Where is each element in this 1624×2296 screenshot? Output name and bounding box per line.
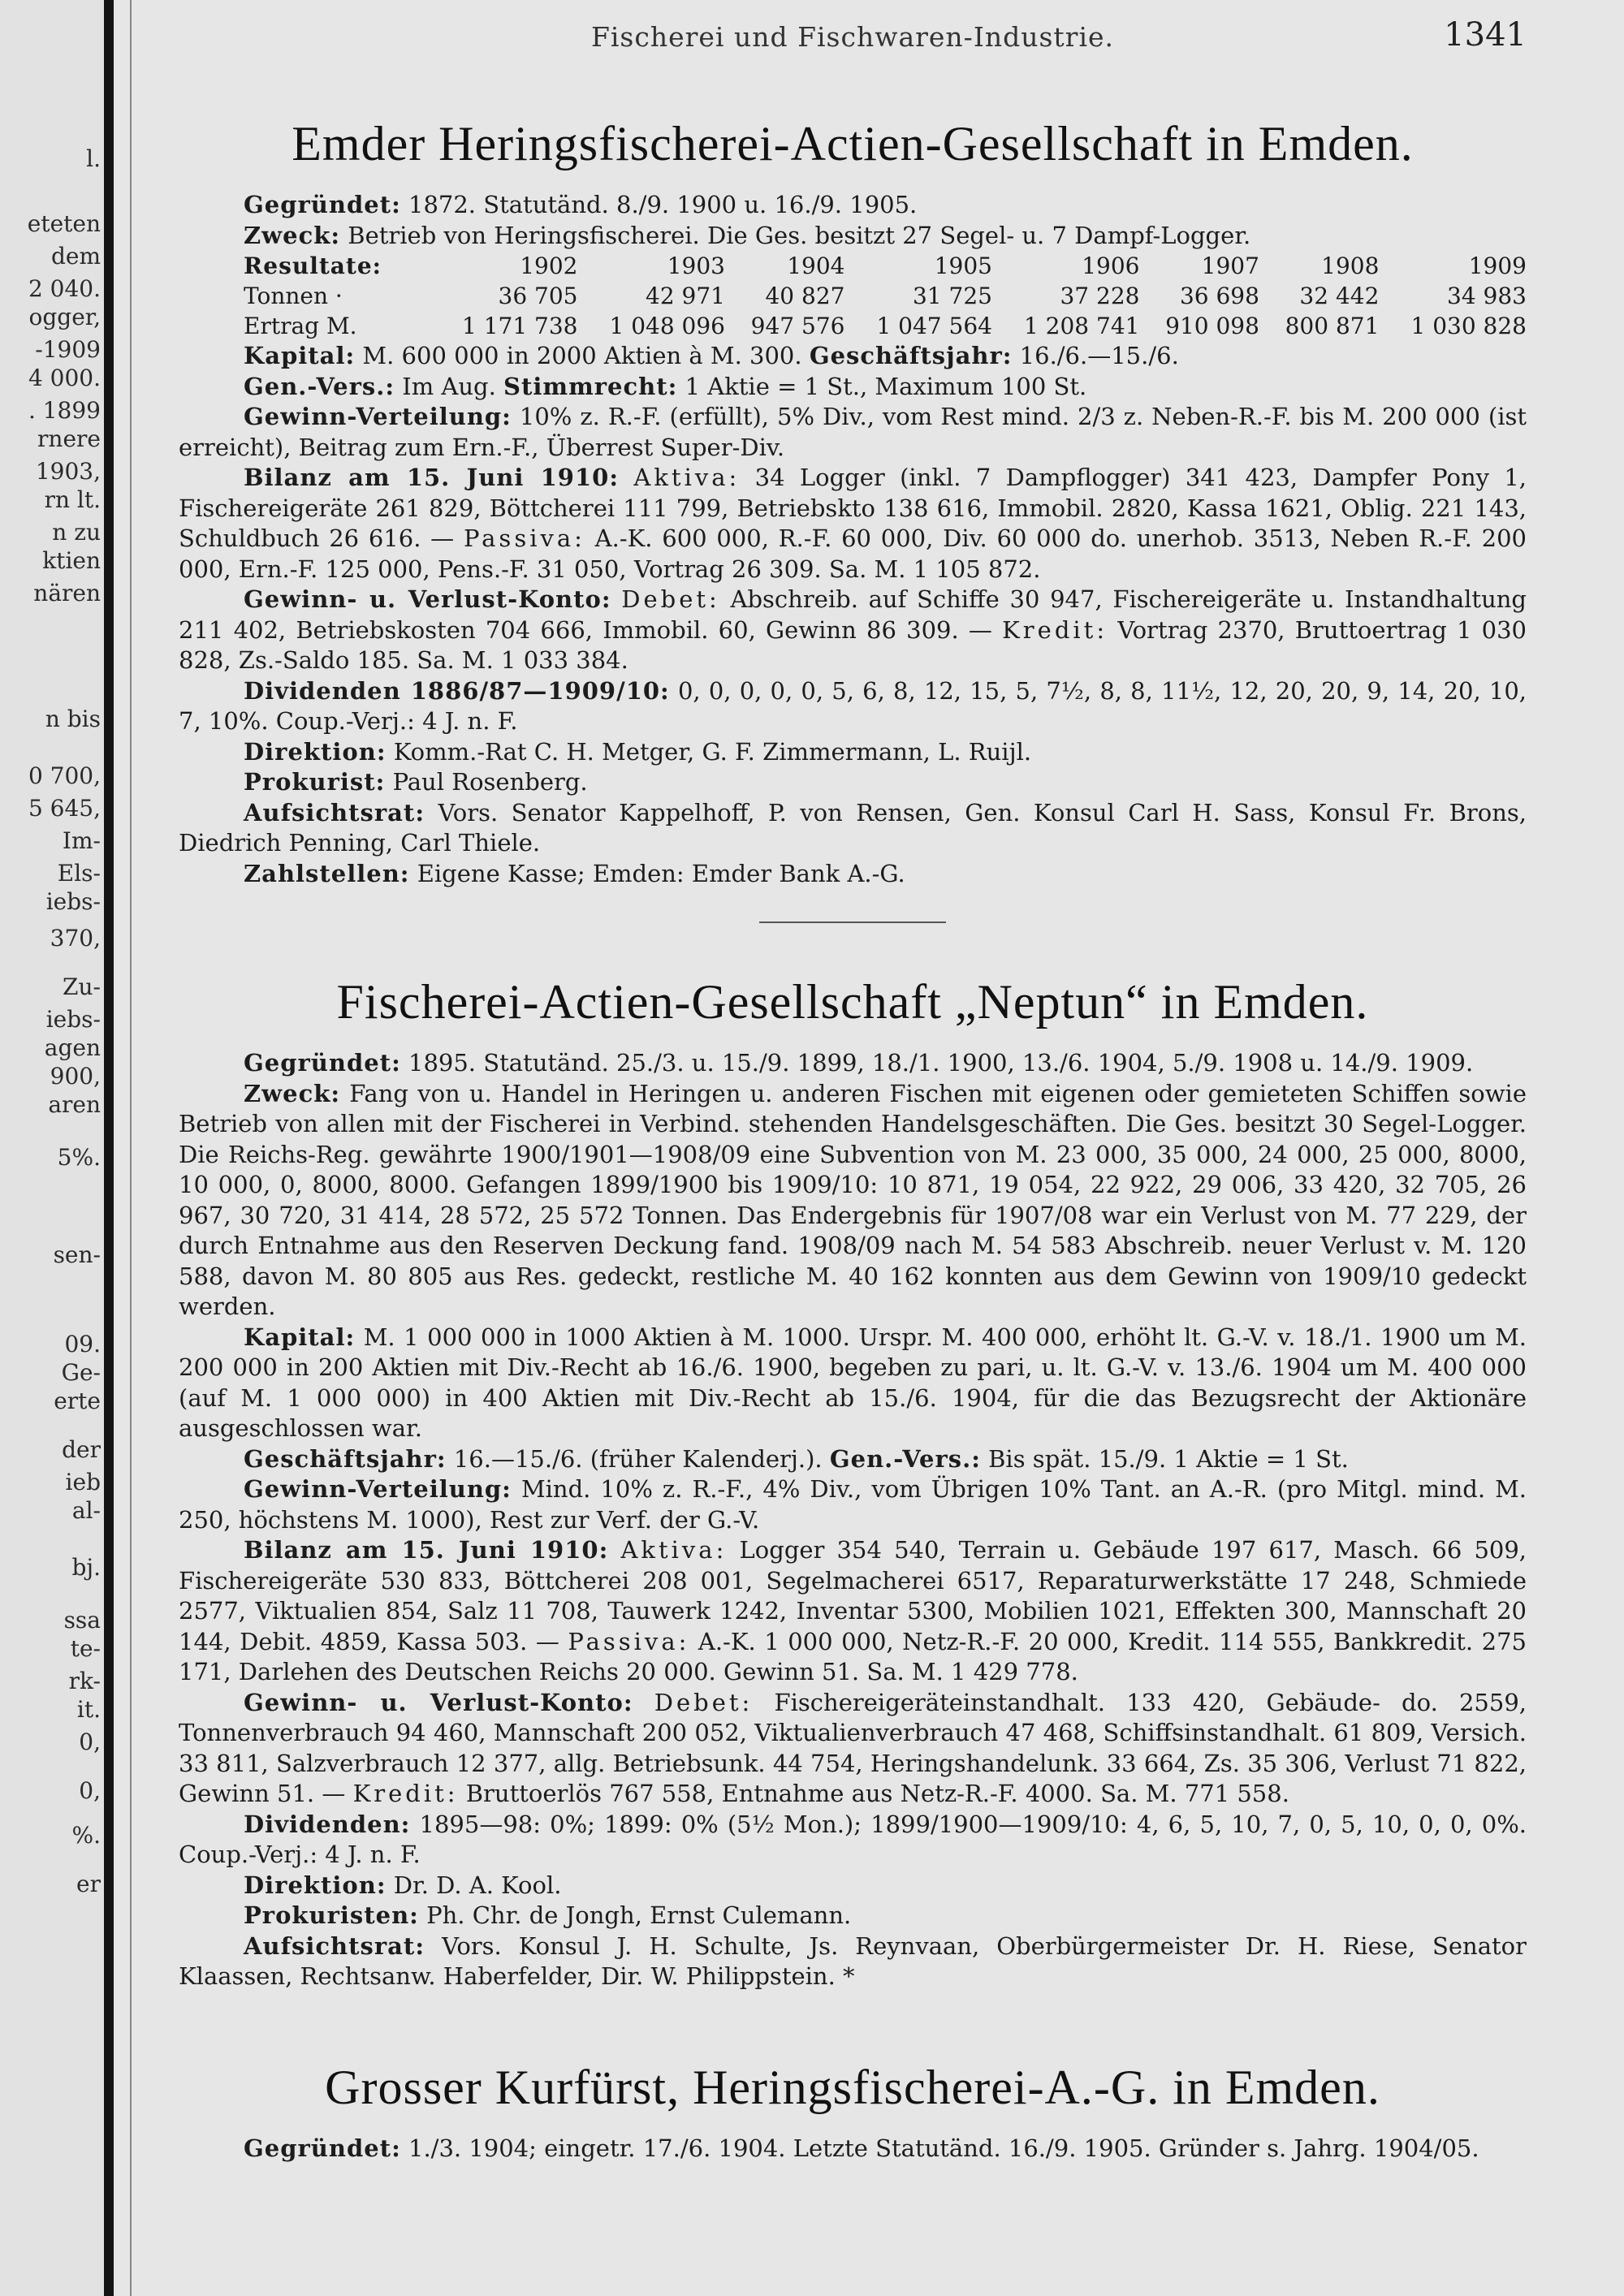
- profit-distribution-line: [179, 402, 1527, 463]
- pl-line: [179, 1688, 1527, 1810]
- left-page-fragment: 0,: [79, 1728, 101, 1755]
- procurist-line: [179, 767, 1527, 798]
- year-cell: 1902: [520, 252, 578, 279]
- left-page-fragment: 1903,: [35, 458, 101, 485]
- gutter-shadow: [130, 0, 132, 2296]
- left-page-fragment: eteten: [27, 210, 101, 237]
- credit-label: Kredit:: [1002, 615, 1108, 644]
- management-line: [179, 1871, 1527, 1901]
- left-page-fragment-strip: [0, 0, 106, 2296]
- left-page-fragment: ogger,: [28, 304, 101, 330]
- year-cell: 1908: [1321, 252, 1380, 279]
- purpose-line: [179, 221, 1527, 252]
- left-page-fragment: it.: [76, 1696, 101, 1723]
- left-page-fragment: iebs-: [45, 1006, 101, 1033]
- section-divider: [759, 921, 946, 923]
- page: [179, 16, 1527, 2281]
- purpose-text: Fang von u. Handel in Heringen u. anderen Fischen mit eigenen oder gemieteten Schiffen sowie Betrieb von allen mit der Fischerei in Verbind. stehenden Handelsgeschäften. Die Ges. besitzt 30 Segel-Logger. Die Reichs-Reg. gewährte 1900/1901—1908/09 eine Subvention von M. 23 000, 35 000, 24 000, 25 000, 8000, 10 000, 0, 8000, 8000. Gefangen 1899/1900 bis 1909/10: 10 871, 19 054, 22 922, 29 006, 33 420, 32 705, 26 967, 30 720, 31 414, 28 572, 25 572 Tonnen. Das Endergebnis für 1907/08 war ein Verlust von M. 77 229, der durch Entnahme aus den Reserven Deckung fand. 1908/09 nach M. 54 583 Abschreib. neuer Verlust v. M. 120 588, davon M. 80 805 aus Res. gedeckt, restliche M. 40 162 konnten aus dem Gewinn von 1909/10 gedeckt werden.: [179, 1079, 1527, 1320]
- left-page-fragment: dem: [50, 243, 101, 270]
- procurist-line: [179, 1901, 1527, 1931]
- balance-label: Bilanz am 15. Juni 1910:: [244, 464, 620, 491]
- balance-line: [179, 1535, 1527, 1688]
- results-table: [244, 251, 1527, 341]
- left-page-fragment: 09.: [64, 1331, 101, 1357]
- assets-label: Aktiva:: [633, 464, 741, 491]
- tonnen-cell: 36 698: [1179, 283, 1259, 309]
- meeting-line: [179, 372, 1527, 403]
- purpose-label: Zweck:: [244, 1079, 341, 1107]
- dividends-label: Dividenden 1886/87—1909/10:: [244, 676, 670, 705]
- founded-text: 1872. Statutänd. 8./9. 1900 u. 16./9. 1905.: [408, 191, 918, 218]
- credit-label: Kredit:: [352, 1780, 459, 1807]
- board-label: Aufsichtsrat:: [244, 1931, 425, 1960]
- company-title: Grosser Kurfürst, Heringsfischerei-A.-G. in Emden.: [325, 2060, 1380, 2114]
- fiscal-year-text: 16.—15./6. (früher Kalenderj.).: [453, 1444, 823, 1473]
- capital-line: [179, 1323, 1527, 1444]
- voting-label: Stimmrecht:: [503, 372, 678, 400]
- page-number: 1341: [1444, 16, 1527, 54]
- running-head: [179, 16, 1527, 73]
- left-page-fragment: 4 000.: [28, 365, 101, 391]
- capital-text: M. 1 000 000 in 1000 Aktien à M. 1000. Urspr. M. 400 000, erhöht lt. G.-V. v. 18./1. 1900 um M. 200 000 in 200 Aktien mit Div.-Recht ab 16./6. 1900, begeben zu pari, u. lt. G.-V. v. 13./6. 1904 um M. 400 000 (auf M. 1 000 000) in 400 Aktien mit Div.-Recht ab 15./6. 1904, für die das Bezugsrecht der Aktionäre ausgeschlossen war.: [179, 1323, 1527, 1442]
- procurist-text: Paul Rosenberg.: [392, 768, 588, 796]
- left-page-fragment: 5 645,: [28, 795, 101, 822]
- paying-agents-label: Zahlstellen:: [244, 859, 410, 887]
- management-label: Direktion:: [244, 1871, 387, 1899]
- ertrag-row: [244, 311, 1527, 341]
- left-page-fragment: ssa: [63, 1607, 101, 1634]
- purpose-text: Betrieb von Heringsfischerei. Die Ges. besitzt 27 Segel- u. 7 Dampf-Logger.: [348, 221, 1251, 249]
- left-page-fragment: der: [62, 1436, 101, 1463]
- tonnen-cell: 34 983: [1447, 283, 1527, 309]
- tonnen-cell: 42 971: [646, 283, 725, 309]
- fiscal-year-text: 16./6.—15./6.: [1019, 342, 1179, 369]
- fiscal-year-line: [179, 1444, 1527, 1475]
- book-gutter: [104, 0, 114, 2296]
- left-page-fragment: Im-: [62, 827, 101, 854]
- debit-label: Debet:: [654, 1688, 754, 1716]
- left-page-fragment: . 1899: [28, 397, 101, 424]
- founded-text: 1895. Statutänd. 25./3. u. 15./9. 1899, 18./1. 1900, 13./6. 1904, 5./9. 1908 u. 14./9. 1909.: [408, 1049, 1474, 1077]
- management-line: [179, 737, 1527, 768]
- meeting-text: Im Aug.: [402, 372, 496, 400]
- procurist-text: Ph. Chr. de Jongh, Ernst Culemann.: [426, 1901, 852, 1929]
- board-line: [179, 798, 1527, 859]
- debit-label: Debet:: [621, 585, 720, 613]
- left-page-fragment: nären: [33, 580, 101, 606]
- left-page-fragment: Ge-: [61, 1359, 101, 1386]
- capital-text: M. 600 000 in 2000 Aktien à M. 300.: [362, 342, 802, 369]
- left-page-fragment: bj.: [71, 1554, 101, 1581]
- founded-label: Gegründet:: [244, 191, 401, 218]
- left-page-fragment: rn lt.: [44, 486, 101, 513]
- tonnen-cell: 37 228: [1060, 283, 1140, 309]
- left-page-fragment: %.: [71, 1822, 101, 1849]
- tonnen-cell: 32 442: [1299, 283, 1380, 309]
- liabilities-text: A.-K. 1 000 000, Netz-R.-F. 20 000, Kredit. 114 555, Bankkredit. 275 171, Darlehen des Deutschen Reichs 20 000. Gewinn 51. Sa. M. 1 429 778.: [179, 1627, 1527, 1685]
- management-label: Direktion:: [244, 737, 387, 766]
- meeting-label: Gen.-Vers.:: [829, 1444, 981, 1473]
- profit-distribution-text: 10% z. R.-F. (erfüllt), 5% Div., vom Rest mind. 2/3 z. Neben-R.-F. bis M. 200 000 (ist erreicht), Beitrag zum Ern.-F., Überrest Super-Div.: [179, 403, 1527, 461]
- left-page-fragment: ieb: [65, 1469, 101, 1495]
- meeting-label: Gen.-Vers.:: [244, 372, 395, 400]
- founded-line: [179, 2134, 1527, 2164]
- capital-line: [179, 341, 1527, 372]
- left-page-fragment: rnere: [37, 425, 101, 452]
- dividends-line: [179, 676, 1527, 737]
- ertrag-cell: 947 576: [750, 313, 845, 339]
- left-page-fragment: 370,: [50, 925, 101, 952]
- voting-text: 1 Aktie = 1 St., Maximum 100 St.: [685, 372, 1087, 400]
- liabilities-label: Passiva:: [463, 524, 585, 552]
- year-cell: 1903: [667, 252, 725, 279]
- liabilities-label: Passiva:: [568, 1627, 690, 1655]
- founded-label: Gegründet:: [244, 2134, 401, 2162]
- dividends-text: 1895—98: 0%; 1899: 0% (5½ Mon.); 1899/1900—1909/10: 4, 6, 5, 10, 7, 0, 5, 10, 0, 0, 0%. Coup.-Verj.: 4 J. n. F.: [179, 1810, 1527, 1868]
- left-page-fragment: 5%.: [57, 1144, 101, 1171]
- tonnen-cell: 36 705: [498, 283, 578, 309]
- left-page-fragment: rk-: [68, 1668, 101, 1694]
- credit-text: Bruttoerlös 767 558, Entnahme aus Netz-R.-F. 4000. Sa. M. 771 558.: [465, 1780, 1289, 1807]
- year-cell: 1905: [934, 252, 992, 279]
- section-neptun: [179, 972, 1527, 1992]
- year-cell: 1904: [787, 252, 845, 279]
- ertrag-cell: 910 098: [1165, 313, 1259, 339]
- ertrag-cell: 1 048 096: [609, 313, 725, 339]
- purpose-label: Zweck:: [244, 221, 341, 249]
- management-text: Komm.-Rat C. H. Metger, G. F. Zimmermann, L. Ruijl.: [393, 737, 1032, 766]
- profit-distribution-label: Gewinn-Verteilung:: [244, 403, 512, 430]
- left-page-fragment: Zu-: [63, 973, 101, 1000]
- balance-line: [179, 463, 1527, 585]
- ertrag-cell: 800 871: [1285, 313, 1380, 339]
- founded-text: 1./3. 1904; eingetr. 17./6. 1904. Letzte Statutänd. 16./9. 1905. Gründer s. Jahrg. 1904/05.: [408, 2134, 1479, 2162]
- procurist-label: Prokuristen:: [244, 1901, 419, 1929]
- profit-distribution-text: Mind. 10% z. R.-F., 4% Div., vom Übrigen 10% Tant. an A.-R. (pro Mitgl. mind. M. 250, höchstens M. 1000), Rest zur Verf. der G.-V.: [179, 1475, 1527, 1534]
- capital-label: Kapital:: [244, 1323, 356, 1351]
- left-page-fragment: erte: [54, 1388, 101, 1414]
- board-line: [179, 1931, 1527, 1992]
- running-title: Fischerei und Fischwaren-Industrie.: [590, 21, 1115, 53]
- year-cell: 1907: [1201, 252, 1259, 279]
- left-page-fragment: al-: [71, 1497, 101, 1524]
- left-page-fragment: ktien: [42, 547, 101, 574]
- dividends-text: 0, 0, 0, 0, 0, 5, 6, 8, 12, 15, 5, 7½, 8, 8, 11½, 12, 20, 20, 9, 14, 20, 10, 7, 10%. Coup.-Verj.: 4 J. n. F.: [179, 676, 1527, 735]
- paying-agents-line: [179, 859, 1527, 890]
- debit-text: Fischereigeräteinstandhalt. 133 420, Gebäude- do. 2559, Tonnenverbrauch 94 460, Mannschaft 200 052, Viktualienverbrauch 47 468, Schiffsinstandhalt. 61 809, Versich. 33 811, Salzverbrauch 12 377, allg. Betriebsunk. 44 754, Heringshandelunk. 33 664, Zs. 35 306, Verlust 71 822, Gewinn 51. —: [179, 1688, 1527, 1807]
- meeting-text: Bis spät. 15./9. 1 Aktie = 1 St.: [988, 1444, 1349, 1473]
- board-text: Vors. Konsul J. H. Schulte, Js. Reynvaan, Oberbürgermeister Dr. H. Riese, Senator Klaassen, Rechtsanw. Haberfelder, Dir. W. Philippstein. *: [179, 1931, 1527, 1990]
- year-cell: 1906: [1082, 252, 1140, 279]
- tonnen-row: [244, 281, 1527, 311]
- left-page-fragment: te-: [70, 1635, 101, 1662]
- fiscal-year-label: Geschäftsjahr:: [809, 342, 1013, 369]
- ertrag-cell: 1 208 741: [1023, 313, 1140, 339]
- pl-label: Gewinn- u. Verlust-Konto:: [244, 1688, 633, 1716]
- management-text: Dr. D. A. Kool.: [393, 1871, 562, 1899]
- left-page-fragment: 0,: [79, 1777, 101, 1804]
- purpose-line: [179, 1079, 1527, 1323]
- company-title: Emder Heringsfischerei-Actien-Gesellschaft in Emden.: [292, 117, 1414, 170]
- founded-line: [179, 1048, 1527, 1079]
- ertrag-cell: 1 030 828: [1410, 313, 1527, 339]
- debit-text: Abschreib. auf Schiffe 30 947, Fischereigeräte u. Instandhaltung 211 402, Betriebskosten 704 666, Immobil. 60, Gewinn 86 309. —: [179, 585, 1527, 644]
- left-page-fragment: agen: [44, 1034, 101, 1061]
- section-kurfuerst: [179, 2057, 1527, 2164]
- company-title: Fischerei-Actien-Gesellschaft „Neptun“ in Emden.: [336, 975, 1369, 1029]
- results-years-row: [244, 251, 1527, 281]
- left-page-fragment: 0 700,: [28, 762, 101, 789]
- left-page-fragment: -1909: [35, 336, 101, 363]
- tonnen-cell: 40 827: [765, 283, 845, 309]
- profit-distribution-label: Gewinn-Verteilung:: [244, 1475, 512, 1503]
- ertrag-cell: 1 047 564: [876, 313, 992, 339]
- credit-text: Vortrag 2370, Bruttoertrag 1 030 828, Zs.-Saldo 185. Sa. M. 1 033 384.: [179, 615, 1527, 674]
- dividends-line: [179, 1810, 1527, 1871]
- pl-line: [179, 585, 1527, 676]
- profit-distribution-line: [179, 1474, 1527, 1535]
- left-page-fragment: 2 040.: [28, 275, 101, 302]
- left-page-fragment: 900,: [50, 1063, 101, 1090]
- assets-label: Aktiva:: [620, 1536, 728, 1564]
- ertrag-cell: 1 171 738: [461, 313, 578, 339]
- liabilities-text: A.-K. 600 000, R.-F. 60 000, Div. 60 000 do. unerhob. 3513, Neben R.-F. 200 000, Ern.-F. 125 000, Pens.-F. 31 050, Vortrag 26 309. Sa. M. 1 105 872.: [179, 524, 1527, 583]
- board-label: Aufsichtsrat:: [244, 798, 425, 826]
- board-text: Vors. Senator Kappelhoff, P. von Rensen, Gen. Konsul Carl H. Sass, Konsul Fr. Brons, Diedrich Penning, Carl Thiele.: [179, 798, 1527, 857]
- pl-label: Gewinn- u. Verlust-Konto:: [244, 585, 611, 613]
- left-page-fragment: l.: [86, 145, 101, 172]
- left-page-fragment: iebs-: [45, 888, 101, 915]
- section-emder: [179, 114, 1527, 923]
- left-page-fragment: er: [76, 1871, 101, 1897]
- left-page-fragment: sen-: [53, 1241, 101, 1268]
- balance-label: Bilanz am 15. Juni 1910:: [244, 1536, 609, 1564]
- left-page-fragment: Els-: [57, 860, 101, 887]
- capital-label: Kapital:: [244, 342, 356, 369]
- dividends-label: Dividenden:: [244, 1810, 411, 1838]
- paying-agents-text: Eigene Kasse; Emden: Emder Bank A.-G.: [417, 859, 905, 887]
- year-cell: 1909: [1468, 252, 1527, 279]
- assets-text: 34 Logger (inkl. 7 Dampflogger) 341 423, Dampfer Pony 1, Fischereigeräte 261 829, Böttcherei 111 799, Betriebskto 138 616, Immobil. 2820, Kassa 1621, Oblig. 221 143, Schuldbuch 26 616. —: [179, 464, 1527, 552]
- results-label: Resultate:: [244, 252, 382, 279]
- founded-label: Gegründet:: [244, 1049, 401, 1077]
- fiscal-year-label: Geschäftsjahr:: [244, 1444, 447, 1473]
- tonnen-cell: 31 725: [912, 283, 992, 309]
- tonnen-label: Tonnen ·: [244, 283, 343, 309]
- procurist-label: Prokurist:: [244, 768, 386, 796]
- founded-line: [179, 190, 1527, 221]
- ertrag-label: Ertrag M.: [244, 313, 357, 339]
- assets-text: Logger 354 540, Terrain u. Gebäude 197 617, Masch. 66 509, Fischereigeräte 530 833, Böttcherei 208 001, Segelmacherei 6517, Reparaturwerkstätte 17 248, Schmiede 2577, Viktualien 854, Salz 11 708, Tauwerk 1242, Inventar 5300, Mobilien 1021, Effekten 300, Mannschaft 20 144, Debit. 4859, Kassa 503. —: [179, 1536, 1527, 1655]
- left-page-fragment: n zu: [52, 519, 101, 546]
- left-page-fragment: aren: [48, 1091, 101, 1118]
- left-page-fragment: n bis: [45, 706, 101, 732]
